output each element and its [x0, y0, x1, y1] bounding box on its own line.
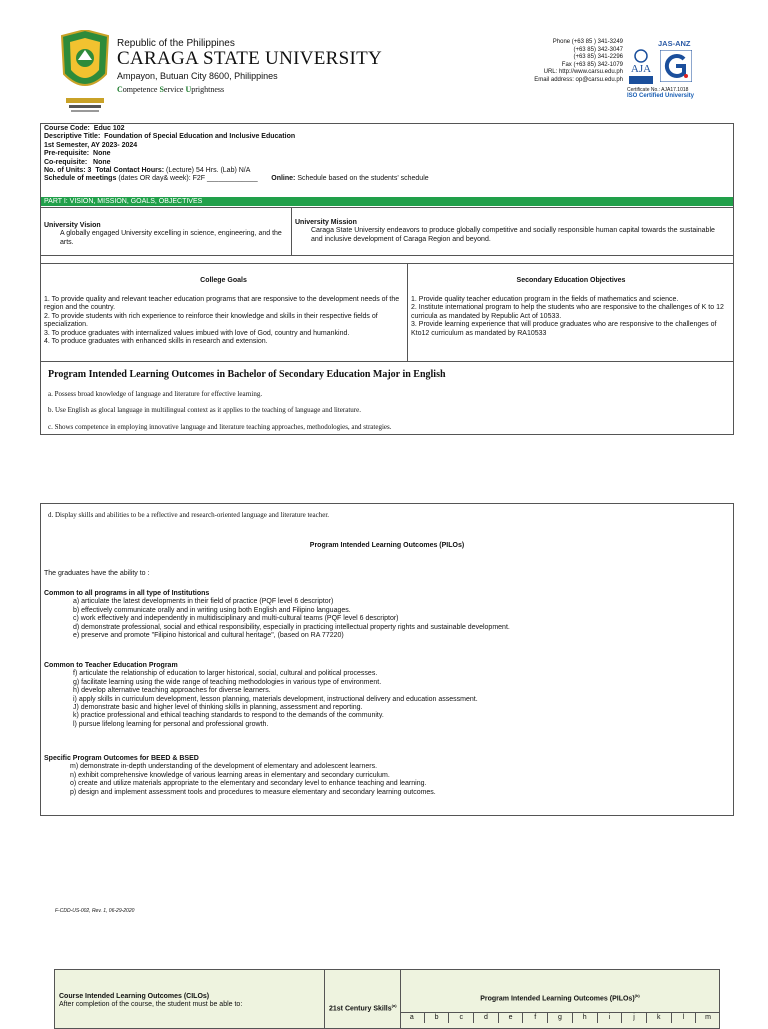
college-goals-label: College Goals: [200, 277, 247, 284]
schedule-row: [44, 175, 732, 183]
course-info: [44, 125, 732, 184]
list-item: m) demonstrate in-depth understanding of the development of elementary and adolescent learners.: [70, 763, 378, 771]
pilo-letter-row: [400, 1013, 720, 1023]
list-item: b) effectively communicate orally and in writing using both English and Filipino languages.: [73, 606, 351, 614]
list-item: e) preserve and promote "Filipino historical and cultural heritage", (based on RA 77220): [73, 632, 344, 640]
descriptive-title-label: Descriptive Title:: [44, 133, 101, 141]
specific-section: [44, 755, 724, 797]
list-item: 3. Provide learning experience that will produce graduates who are responsive to the challenges of Kto12 curriculum as mandated by RA10533: [411, 321, 717, 337]
prerequisite: None: [93, 150, 111, 158]
pilo-letter-m: m: [695, 1013, 720, 1023]
list-item: c) work effectively and independently in multidisciplinary and multi-cultural teams (PQF level 6 descriptor): [73, 615, 399, 623]
cilo-label: Course Intended Learning Outcomes (CILOs): [59, 993, 210, 1000]
aja-text: AJA: [630, 63, 652, 75]
contact-hours-label: Total Contact Hours:: [95, 167, 165, 175]
contact-info: [506, 39, 623, 85]
pilo-letter-i: i: [597, 1013, 622, 1023]
jas-anz-label: JAS-ANZ: [658, 39, 691, 48]
descriptive-title-row: [44, 133, 732, 141]
pilo-letter-b: b: [424, 1013, 449, 1023]
specific-list: [44, 763, 724, 797]
university-seal-logo: [60, 30, 110, 118]
prerequisite-label: Pre-requisite:: [44, 150, 90, 158]
republic-line: Republic of the Philippines: [117, 38, 235, 49]
course-code-label: Course Code:: [44, 125, 90, 132]
descriptive-title: Foundation of Special Education and Inclusive Education: [104, 133, 296, 141]
pilos-title: Program Intended Learning Outcomes (PILOs): [309, 542, 465, 549]
list-item: h) develop alternative teaching approaches for diverse learners.: [73, 687, 271, 695]
jas-anz-logo: [660, 50, 692, 82]
university-address: Ampayon, Butuan City 8600, Philippines: [117, 71, 278, 81]
course-code-row: [44, 125, 732, 133]
list-item: l) pursue lifelong learning for personal and professional growth.: [73, 720, 269, 728]
contact-line: (+63 85) 342-3047: [573, 46, 623, 53]
contact-line: URL: http://www.carsu.edu.ph: [543, 69, 623, 76]
pilo-letter-g: g: [547, 1013, 572, 1023]
list-item: J) demonstrate basic and higher level of thinking skills in planning, assessment and reporting.: [73, 704, 363, 712]
pilo-letter-d: d: [473, 1013, 498, 1023]
contact-hours: (Lecture) 54 Hrs. (Lab) N/A: [166, 167, 251, 175]
contact-line: (+63 85) 341-2296: [573, 54, 623, 61]
list-item: f) articulate the relationship of education to larger historical, social, cultural and political processes.: [73, 670, 378, 678]
course-code: Educ 102: [93, 125, 125, 132]
university-motto: [117, 85, 224, 94]
common-ted-section: [44, 662, 724, 729]
units-row: [44, 167, 732, 175]
corequisite-label: Co-requisite:: [44, 158, 88, 166]
vision-label: University Vision: [44, 222, 101, 229]
pilo-letter-a: a: [409, 1014, 414, 1021]
certificate-number: Certificate No.: AJA17.1018: [627, 87, 689, 93]
mission-text: Caraga State University endeavors to produce globally competitive and socially responsible human capital towards the sustainable and inclusive development of Caraga Region and beyond.: [311, 227, 715, 243]
skills-header: 21st Century Skills$^{(a)}$: [329, 1003, 397, 1013]
units-label: No. of Units: 3: [44, 167, 92, 175]
common-ted-list: [44, 670, 724, 729]
pilo-header-label: Program Intended Learning Outcomes (PILOs): [480, 995, 635, 1003]
pilo-header: Program Intended Learning Outcomes (PILOs)$^{(b)}$: [480, 993, 640, 1003]
pilo-item-a: a. Possess broad knowledge of language and literature for effective learning.: [48, 390, 263, 398]
mission-block: [295, 219, 725, 244]
goals-bottom-divider: [40, 361, 734, 362]
pilo-letter-h: h: [572, 1013, 597, 1023]
pilo-item-b: b. Use English as glocal language in multilingual context as it applies to the teaching of language and literature.: [48, 406, 361, 414]
cilo-header: [59, 993, 242, 1010]
schedule: (dates OR day& week): F2F _____________: [118, 175, 258, 183]
college-goals-list: [44, 296, 401, 346]
pilo-letter-e: e: [498, 1013, 523, 1023]
pilos-intro: The graduates have the ability to :: [44, 570, 150, 577]
form-code: F-CDD-US-002, Rev. 1, 06-29-2020: [55, 908, 135, 914]
cilo-col-divider: [324, 969, 325, 1029]
certificate-info: [627, 87, 694, 99]
online-label: Online:: [271, 175, 296, 183]
prerequisite-row: [44, 150, 732, 158]
common-all-list: [44, 598, 724, 640]
list-item: 2. To provide students with rich experience to reinforce their knowledge and skills in their respective fields of specialization.: [44, 312, 378, 329]
contact-line: Email address: op@carsu.edu.ph: [534, 76, 623, 83]
list-item: 4. To produce graduates with enhanced skills in research and extension.: [44, 338, 268, 346]
pilo-letter-k: k: [646, 1013, 671, 1023]
motto-service: ervice: [163, 85, 184, 94]
common-ted-label: Common to Teacher Education Program: [44, 662, 178, 669]
corequisite: None: [93, 158, 111, 166]
list-item: k) practice professional and ethical teaching standards to respond to the demands of the community.: [73, 712, 384, 720]
pilo-letter-f: f: [522, 1013, 547, 1023]
contact-line: Phone (+63 85 ) 341-3249: [552, 39, 623, 45]
list-item: 3. To produce graduates with internalized values imbued with love of God, country and humankind.: [44, 329, 350, 337]
corequisite-row: [44, 159, 732, 167]
schedule-label: Schedule of meetings: [44, 175, 117, 183]
motto-uprightness: prightness: [191, 85, 225, 94]
sec-objectives-label: Secondary Education Objectives: [516, 277, 626, 284]
list-item: o) create and utilize materials appropriate to the elementary and secondary level to enhance teaching and learning.: [70, 780, 427, 788]
list-item: 2. Institute international program to help the students who are responsive to the challenges of K to 12 curricula as mandated by Republic Act of 10533.: [411, 304, 724, 320]
university-name: CARAGA STATE UNIVERSITY: [117, 48, 383, 69]
goals-divider: [40, 263, 734, 264]
cilo-sub: After completion of the course, the student must be able to:: [59, 1001, 243, 1009]
list-item: 1. Provide quality teacher education program in the fields of mathematics and science.: [411, 296, 679, 303]
semester: 1st Semester, AY 2023- 2024: [44, 141, 138, 149]
list-item: i) apply skills in curriculum development, lesson planning, materials development, instructional delivery and education assessment.: [73, 695, 478, 703]
motto-s-initial: S: [159, 85, 164, 94]
list-item: a) articulate the latest developments in their field of practice (PQF level 6 descriptor): [73, 598, 334, 606]
motto-c-initial: C: [117, 85, 123, 94]
common-all-section: [44, 590, 724, 640]
pilo-item-d: d. Display skills and abilities to be a reflective and research-oriented language and literature teacher.: [48, 511, 330, 519]
motto-competence: ompetence: [122, 85, 158, 94]
pilo-letter-l: l: [671, 1013, 696, 1023]
list-item: d) demonstrate professional, social and ethical responsibility, especially in practicing intellectual property rights and sustainable development.: [73, 623, 510, 631]
skills-label: 21st Century Skills: [329, 1005, 392, 1013]
specific-label: Specific Program Outcomes for BEED & BSED: [44, 755, 199, 762]
mission-label: University Mission: [295, 219, 357, 226]
common-all-label: Common to all programs in all type of Institutions: [44, 590, 210, 597]
pilo-letter-c: c: [448, 1013, 473, 1023]
iso-certified-label: ISO Certified University: [627, 93, 695, 99]
contact-line: Fax (+63 85) 342-1079: [561, 61, 623, 68]
pilo-item-c: c. Shows competence in employing innovative language and literature teaching approaches, methodologies, and strategies.: [48, 423, 392, 431]
list-item: 1. To provide quality and relevant teacher education programs that are responsive to the development needs of the region and the country.: [44, 296, 400, 312]
motto-u-initial: U: [185, 85, 192, 94]
sec-objectives-list: [411, 296, 729, 338]
pilo-letter-j: j: [621, 1013, 646, 1023]
list-item: g) facilitate learning using the wide range of teaching methodologies in various type of environment.: [73, 678, 382, 686]
aja-logo: [627, 48, 655, 88]
vision-text: A globally engaged University excelling in science, engineering, and the arts.: [60, 230, 282, 246]
list-item: n) exhibit comprehensive knowledge of various learning areas in elementary and secondary curriculum.: [70, 771, 390, 779]
online-schedule: Schedule based on the students' schedule: [297, 175, 429, 183]
list-item: p) design and implement assessment tools and procedures to measure elementary and secondary learning outcomes.: [70, 788, 436, 796]
part1-heading: PART I: VISION, MISSION, GOALS, OBJECTIVES: [41, 197, 733, 206]
vision-block: [44, 222, 284, 247]
pilo-english-title: Program Intended Learning Outcomes in Bachelor of Secondary Education Major in English: [48, 369, 446, 380]
